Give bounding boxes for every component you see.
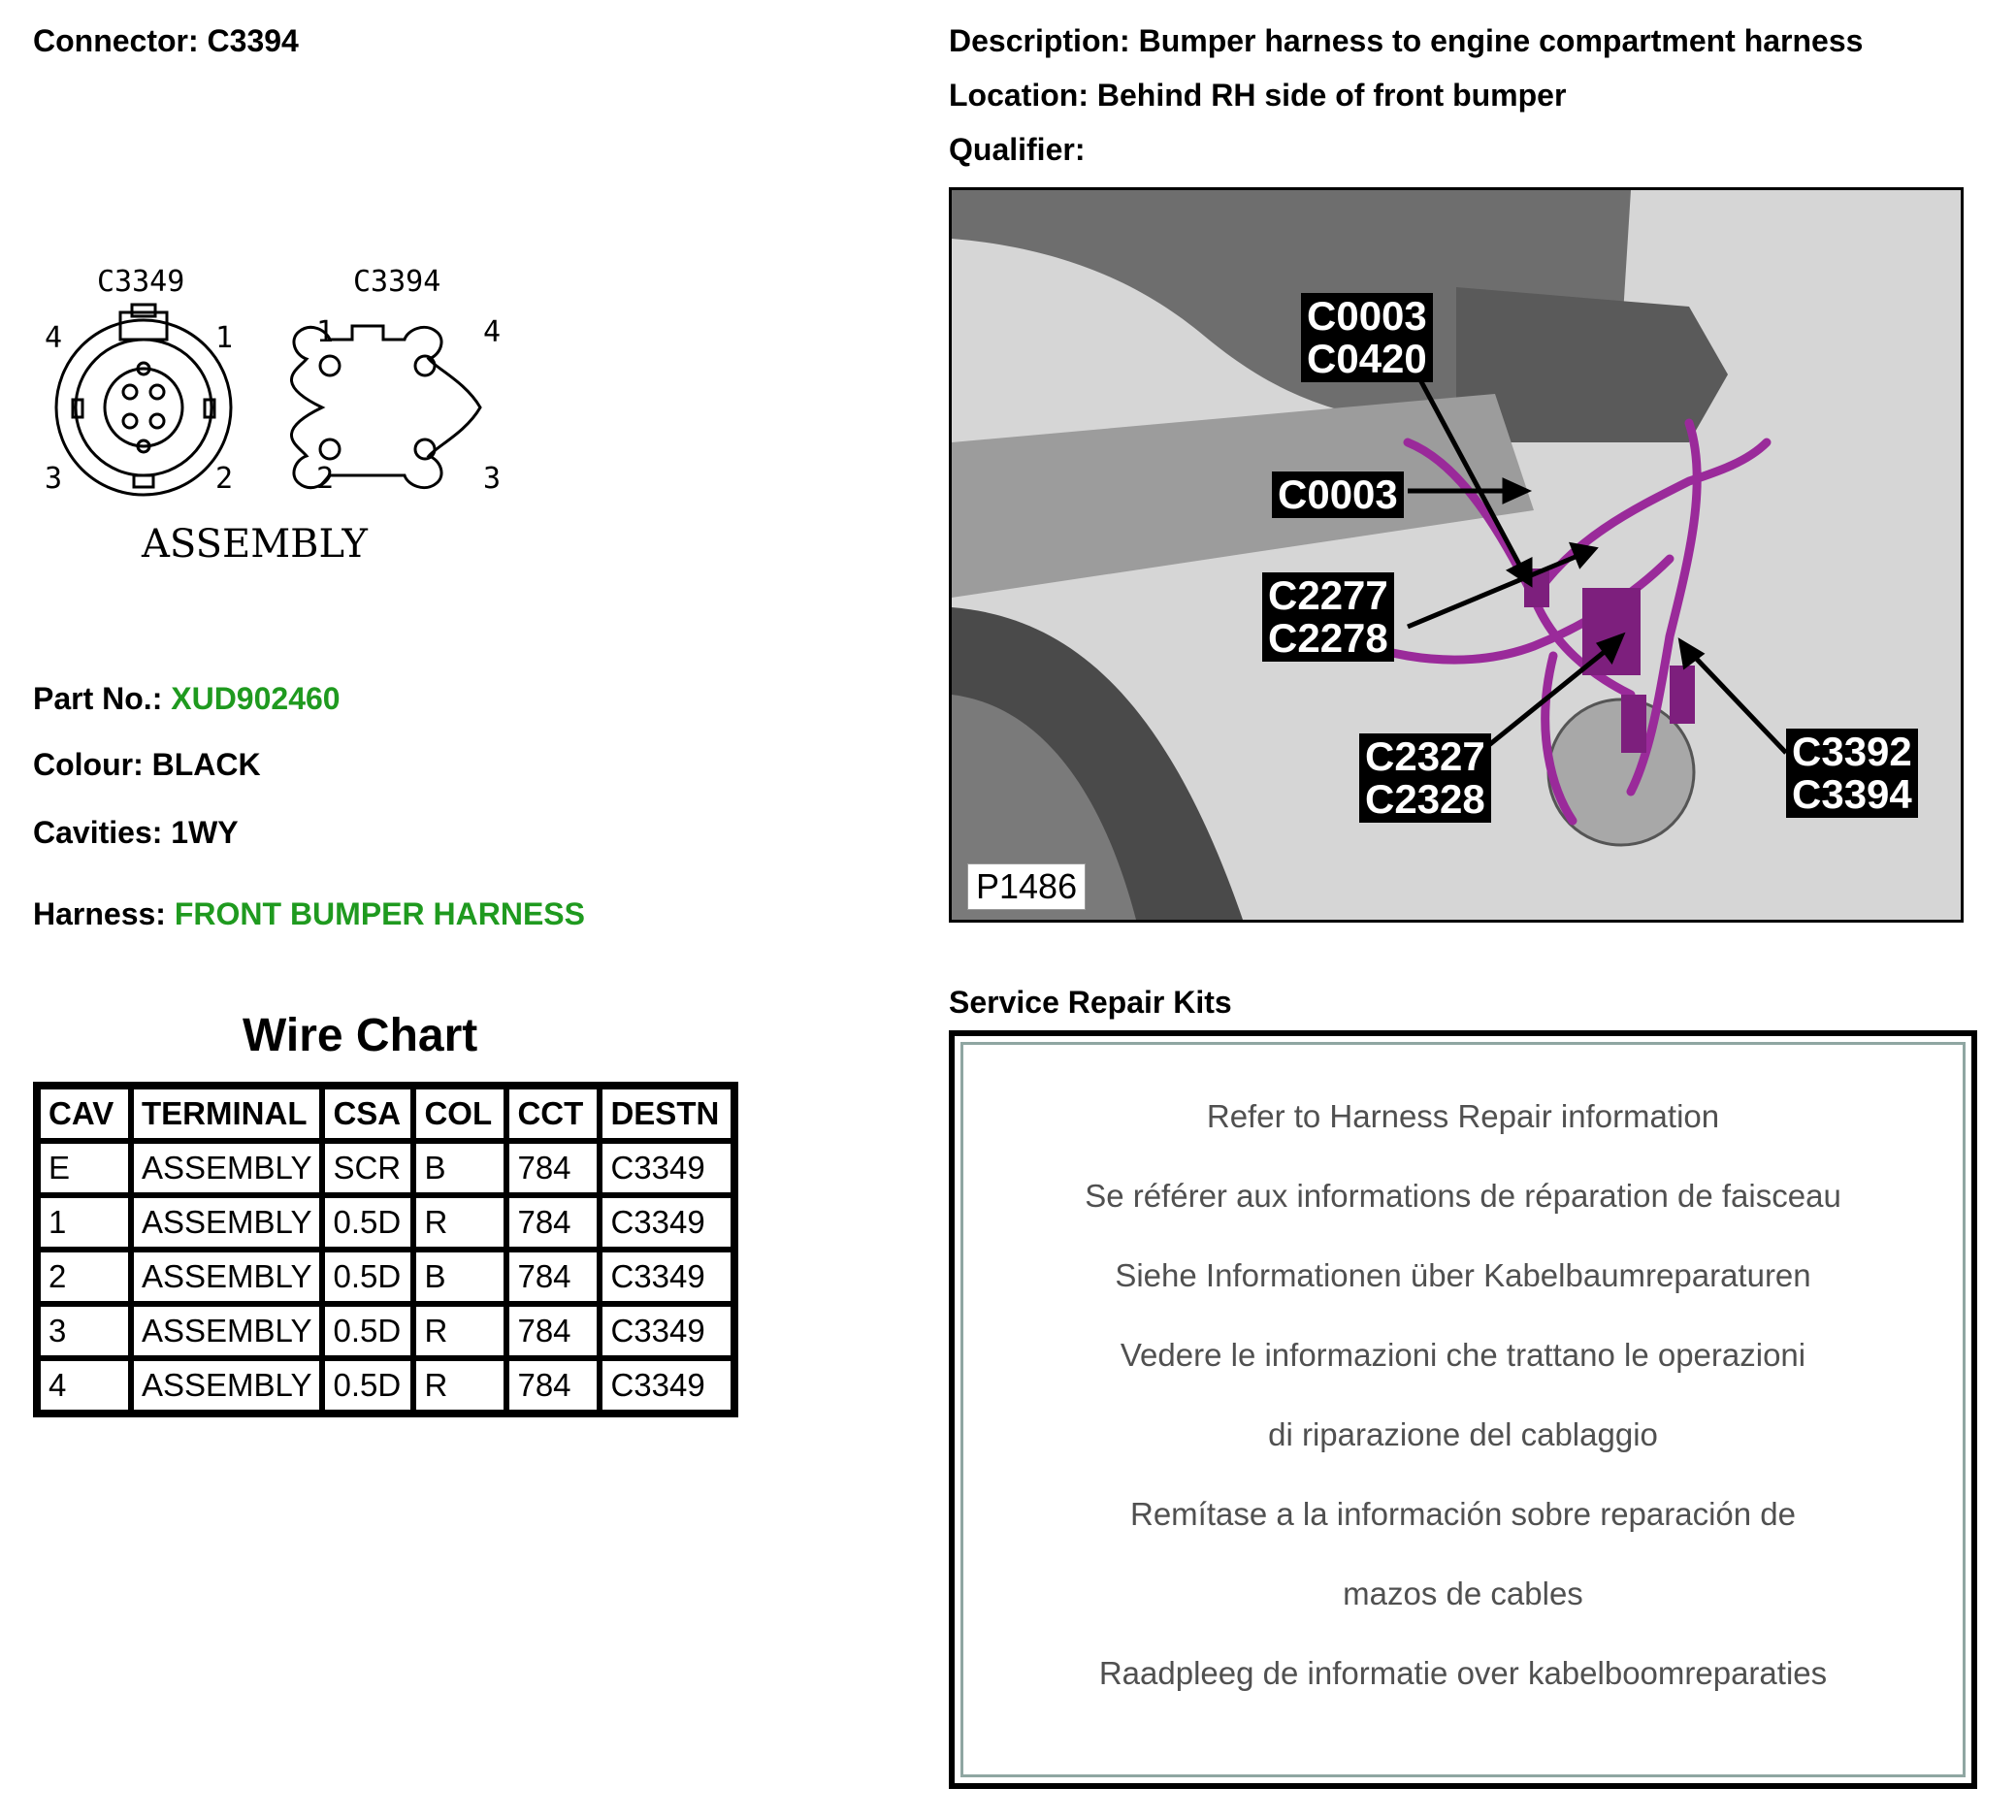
c3394-pin-number: 2: [316, 462, 335, 496]
c3349-side-key-left: [73, 400, 82, 417]
cell-destn: C3349: [600, 1250, 733, 1304]
callout-text: C2328: [1365, 776, 1485, 822]
c3349-label: C3349: [97, 265, 185, 299]
col-cct-header: CCT: [506, 1087, 600, 1141]
location-label: Location:: [949, 78, 1089, 113]
cell-terminal: ASSEMBLY: [131, 1195, 322, 1250]
c3349-pin: [123, 385, 137, 399]
c3394-label: C3394: [353, 265, 441, 299]
callout-text: C3392: [1792, 729, 1912, 774]
col-cav-header: CAV: [38, 1087, 131, 1141]
cell-destn: C3349: [600, 1141, 733, 1195]
c3349-pin-ring: [105, 369, 182, 446]
cell-cct: 784: [506, 1358, 600, 1413]
cell-col: B: [413, 1141, 506, 1195]
callout-c0003-c0420: [1301, 293, 1433, 382]
c3349-side-key-right: [205, 400, 214, 417]
wire-chart-table: [33, 1082, 738, 1417]
kit-line-de: Siehe Informationen über Kabelbaumreparaturen: [1115, 1257, 1811, 1293]
description-label: Description:: [949, 23, 1130, 58]
cell-csa: 0.5D: [322, 1250, 413, 1304]
c3349-key: [134, 475, 153, 487]
kit-line-nl: Raadpleeg de informatie over kabelboomreparaties: [1098, 1655, 1828, 1691]
colour-label: Colour:: [33, 747, 144, 782]
description-line: [949, 21, 1863, 60]
part-line: [33, 679, 341, 718]
connector-value: C3394: [207, 23, 299, 58]
c3394-pin-number: 4: [483, 315, 502, 349]
cell-destn: C3349: [600, 1304, 733, 1358]
table-row: [38, 1358, 733, 1413]
cell-terminal: ASSEMBLY: [131, 1141, 322, 1195]
c3349-pin-number: 1: [215, 321, 234, 355]
c3394-cavity-4: [415, 356, 435, 375]
qualifier-label: Qualifier:: [949, 132, 1086, 167]
connector-face-diagram: [39, 262, 543, 582]
c3349-pin-number: 3: [45, 462, 63, 496]
cavities-line: [33, 813, 239, 852]
part-label: Part No.:: [33, 681, 163, 716]
table-row: [38, 1304, 733, 1358]
cell-cav: 3: [38, 1304, 131, 1358]
connector-line: [33, 21, 299, 60]
cell-cct: 784: [506, 1304, 600, 1358]
kit-line-it-1: Vedere le informazioni che trattano le operazioni: [1120, 1337, 1806, 1373]
harness-link[interactable]: FRONT BUMPER HARNESS: [174, 896, 585, 931]
callout-text: C2327: [1365, 733, 1485, 779]
col-csa-header: CSA: [322, 1087, 413, 1141]
location-line: [949, 76, 1566, 114]
service-kits-box: [949, 1030, 1977, 1789]
cell-csa: 0.5D: [322, 1304, 413, 1358]
cell-cct: 784: [506, 1195, 600, 1250]
cell-csa: 0.5D: [322, 1195, 413, 1250]
cell-cct: 784: [506, 1141, 600, 1195]
cavities-value: 1WY: [171, 815, 239, 850]
callout-text: C2278: [1268, 615, 1388, 661]
cell-terminal: ASSEMBLY: [131, 1250, 322, 1304]
cell-destn: C3349: [600, 1195, 733, 1250]
cell-cct: 784: [506, 1250, 600, 1304]
cell-csa: 0.5D: [322, 1358, 413, 1413]
harness-line: [33, 894, 585, 933]
table-row: [38, 1141, 733, 1195]
cell-terminal: ASSEMBLY: [131, 1358, 322, 1413]
service-kits-inner-frame: [960, 1042, 1966, 1777]
c3349-pin-number: 2: [215, 462, 234, 496]
callout-c3392-c3394: [1786, 729, 1918, 818]
c3394-cavity-3: [415, 439, 435, 459]
cell-destn: C3349: [600, 1358, 733, 1413]
part-number-link[interactable]: XUD902460: [171, 681, 341, 716]
location-photo: [949, 187, 1964, 923]
description-value: Bumper harness to engine compartment harness: [1138, 23, 1864, 58]
cell-terminal: ASSEMBLY: [131, 1304, 322, 1358]
diagram-caption: ASSEMBLY: [142, 522, 368, 567]
harness-label: Harness:: [33, 896, 166, 931]
c3394-cavity-1: [320, 356, 340, 375]
qualifier-line: [949, 130, 1085, 169]
cell-cav: E: [38, 1141, 131, 1195]
callout-text: C0003: [1278, 471, 1398, 517]
cell-csa: SCR: [322, 1141, 413, 1195]
cell-col: B: [413, 1250, 506, 1304]
kit-line-en: Refer to Harness Repair information: [1206, 1098, 1720, 1134]
service-kits-title: Service Repair Kits: [949, 985, 1232, 1020]
kit-line-es-2: mazos de cables: [1343, 1576, 1583, 1611]
connector-label: Connector:: [33, 23, 199, 58]
wire-chart-header-row: [38, 1087, 733, 1141]
callout-c2327-c2328: [1359, 733, 1491, 823]
cell-cav: 2: [38, 1250, 131, 1304]
cavities-label: Cavities:: [33, 815, 163, 850]
kit-line-fr: Se référer aux informations de réparation de faisceau: [1085, 1178, 1841, 1214]
wire-chart-title: Wire Chart: [243, 1010, 478, 1061]
kit-line-es-1: Remítase a la información sobre reparación de: [1129, 1496, 1797, 1532]
col-col-header: COL: [413, 1087, 506, 1141]
c3349-latch-top: [132, 305, 155, 316]
cell-col: R: [413, 1304, 506, 1358]
c3394-pin-number: 3: [483, 462, 502, 496]
col-destn-header: DESTN: [600, 1087, 733, 1141]
col-terminal-header: TERMINAL: [131, 1087, 322, 1141]
cell-cav: 1: [38, 1195, 131, 1250]
c3349-pin: [123, 414, 137, 428]
table-row: [38, 1195, 733, 1250]
callout-text: C0420: [1307, 336, 1427, 381]
cell-cav: 4: [38, 1358, 131, 1413]
callout-text: C2277: [1268, 572, 1388, 618]
colour-value: BLACK: [151, 747, 261, 782]
location-value: Behind RH side of front bumper: [1096, 78, 1567, 113]
callout-c0003: [1272, 471, 1404, 518]
cell-col: R: [413, 1358, 506, 1413]
c3349-pin: [150, 385, 164, 399]
c3349-pin: [150, 414, 164, 428]
cell-col: R: [413, 1195, 506, 1250]
c3349-inner-ring: [76, 340, 211, 475]
callout-text: C3394: [1792, 771, 1912, 817]
c3349-pin-number: 4: [45, 321, 63, 355]
c3394-cavity-2: [320, 439, 340, 459]
table-row: [38, 1250, 733, 1304]
kit-line-it-2: di riparazione del cablaggio: [1268, 1416, 1658, 1452]
photo-reference-id: P1486: [967, 863, 1086, 910]
colour-line: [33, 745, 261, 784]
callout-c2277-c2278: [1262, 572, 1394, 662]
c3394-pin-number: 1: [316, 315, 335, 349]
callout-text: C0003: [1307, 293, 1427, 339]
